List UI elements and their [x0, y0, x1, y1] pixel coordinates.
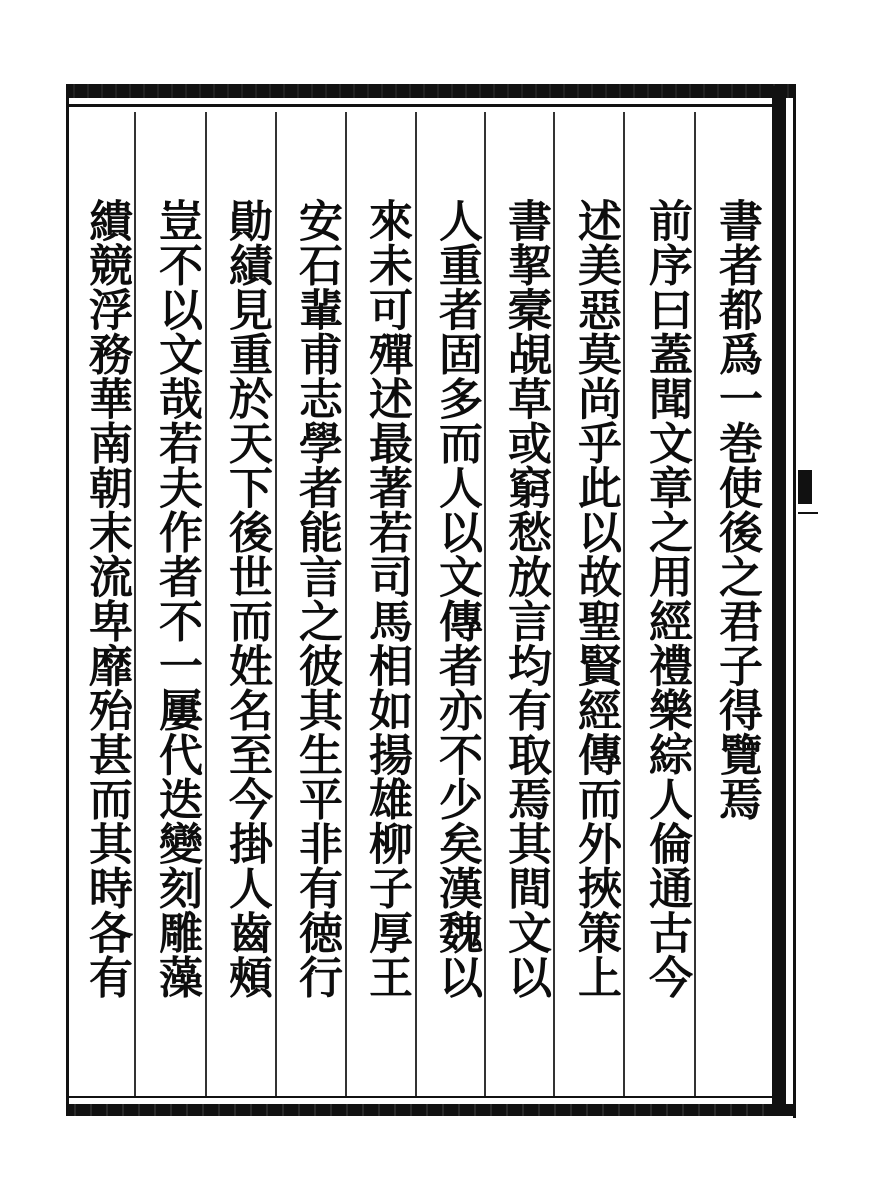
- column-divider: [205, 112, 207, 1096]
- text-column-8: 勛績見重於天下後世而姓名至今掛人齒頰: [221, 198, 272, 999]
- text-column-9: 豈不以文哉若夫作者不一屢代迭變刻雕藻: [151, 198, 202, 999]
- bottom-border: [66, 1104, 796, 1116]
- text-column-6: 來未可殫述最著若司馬相如揚雄柳子厚王: [361, 198, 412, 999]
- text-column-7: 安石輩甫志學者能言之彼其生平非有徳行: [291, 198, 342, 999]
- fishtail-mark: [798, 470, 812, 504]
- column-divider: [694, 112, 696, 1096]
- column-divider: [484, 112, 486, 1096]
- column-divider: [415, 112, 417, 1096]
- left-border: [66, 96, 69, 1106]
- column-divider: [275, 112, 277, 1096]
- column-divider: [623, 112, 625, 1096]
- column-divider: [134, 112, 136, 1096]
- top-border: [66, 84, 796, 98]
- right-border: [772, 86, 786, 1116]
- text-column-4: 書挈槖覘草或窮愁放言均有取焉其間文以: [500, 198, 551, 999]
- top-border-inner: [66, 104, 776, 107]
- text-column-5: 人重者固多而人以文傳者亦不少矣漢魏以: [431, 198, 482, 999]
- text-column-2: 前序曰蓋聞文章之用經禮樂綜人倫通古今: [641, 198, 692, 999]
- text-column-1: 書者都爲一巻使後之君子得覽焉: [711, 198, 762, 821]
- column-divider: [553, 112, 555, 1096]
- fishtail-tick: [798, 512, 818, 514]
- text-column-10: 繢競浮務華南朝末流卑靡殆甚而其時各有: [81, 198, 132, 999]
- column-divider: [345, 112, 347, 1096]
- text-column-3: 述美惡莫尚乎此以故聖賢經傳而外挾策上: [570, 198, 621, 999]
- right-border-outer: [793, 84, 796, 1118]
